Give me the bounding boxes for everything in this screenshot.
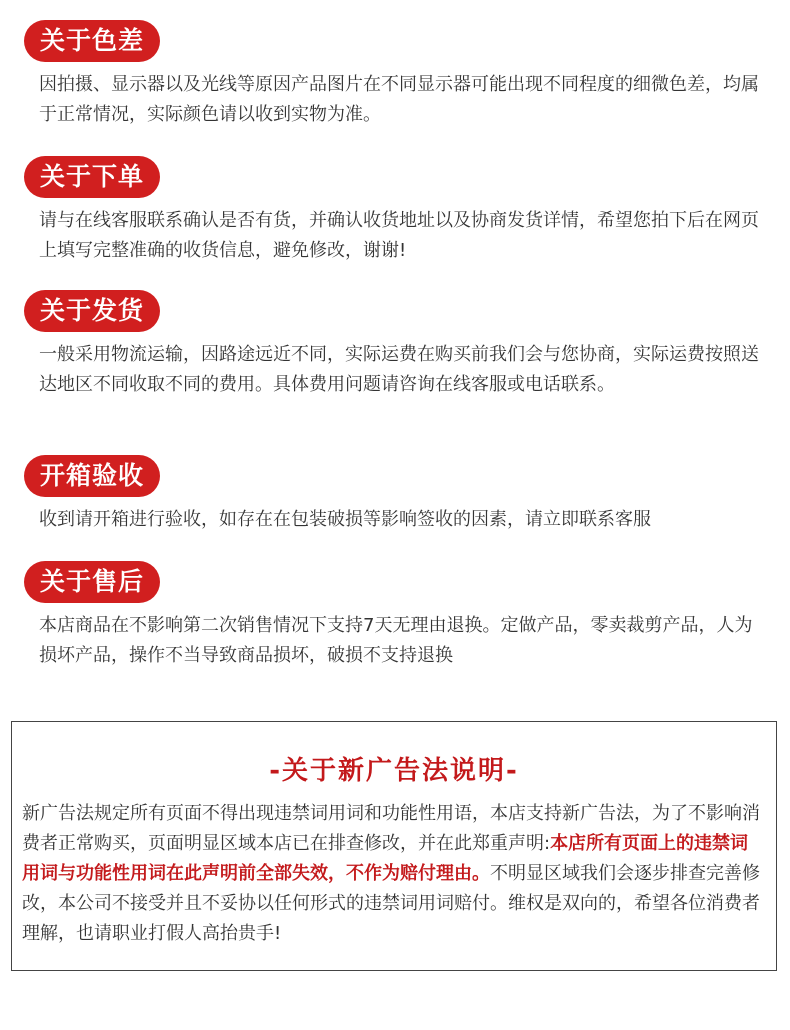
- notice-text-before: 新广告法规定所有页面不得出现违禁词用词和功能性用语，本店支持新广告法，为了不影响消费者正常购买，页面明显区域本店已在排查修改，并在此郑重声明:: [22, 803, 760, 854]
- ad-law-notice-box: [11, 721, 777, 971]
- notice-text-after: 不明显区域我们会逐步排查完善修改，本公司不接受并且不妥协以任何形式的违禁词用词赔付。维权是双向的，希望各位消费者理解，也请职业打假人高抬贵手!: [22, 863, 760, 944]
- section-title-pill: 开箱验收: [24, 455, 160, 497]
- notice-text: [22, 799, 766, 949]
- section-shipping: [24, 290, 764, 400]
- section-body-text: 请与在线客服联系确认是否有货，并确认收货地址以及协商发货详情，希望您拍下后在网页上填写完整准确的收货信息，避免修改，谢谢!: [39, 210, 759, 261]
- section-ordering: [24, 156, 764, 266]
- notice-title: -关于新广告法说明-: [269, 756, 519, 786]
- section-title-pill: 关于下单: [24, 156, 160, 198]
- section-body-text: 一般采用物流运输，因路途远近不同，实际运费在购买前我们会与您协商，实际运费按照送达地区不同收取不同的费用。具体费用问题请咨询在线客服或电话联系。: [39, 344, 759, 395]
- section-title-pill: 关于发货: [24, 290, 160, 332]
- section-body-text: 本店商品在不影响第二次销售情况下支持7天无理由退换。定做产品，零卖裁剪产品，人为损坏产品，操作不当导致商品损坏，破损不支持退换: [39, 615, 753, 666]
- section-unboxing-inspection: [24, 455, 764, 535]
- notice-text-emphasis: 本店所有页面上的违禁词用词与功能性用词在此声明前全部失效，不作为赔付理由。: [22, 833, 749, 884]
- section-body-text: 收到请开箱进行验收，如存在在包装破损等影响签收的因素，请立即联系客服: [39, 509, 651, 530]
- section-body-text: 因拍摄、显示器以及光线等原因产品图片在不同显示器可能出现不同程度的细微色差，均属于正常情况，实际颜色请以收到实物为准。: [39, 74, 759, 125]
- section-title-pill: 关于色差: [24, 20, 160, 62]
- section-color-difference: [24, 20, 764, 130]
- section-after-sales: [24, 561, 764, 671]
- section-title-pill: 关于售后: [24, 561, 160, 603]
